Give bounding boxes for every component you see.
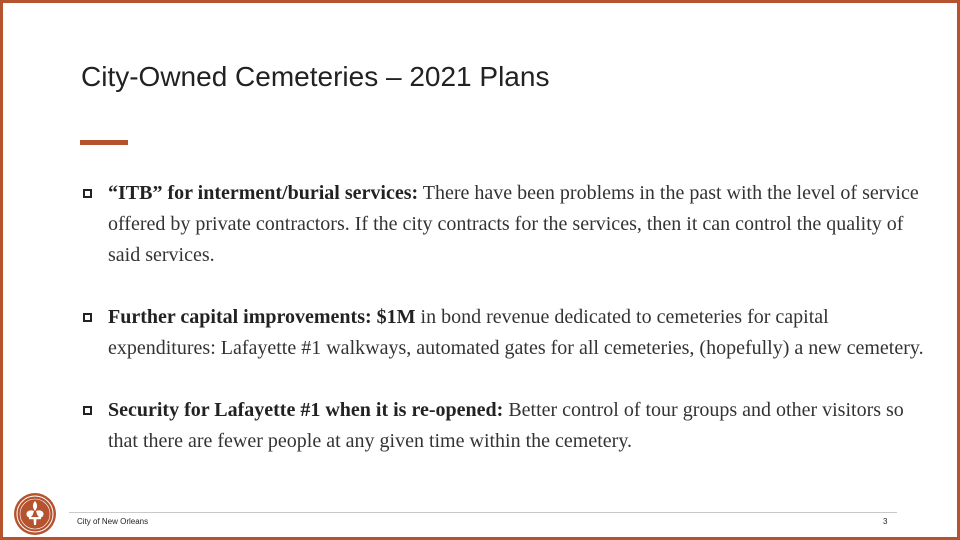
bullet-item <box>83 302 933 364</box>
bullet-lead: “ITB” for interment/burial services: <box>108 182 419 204</box>
bullet-text: There have been problems in the past with the level of service offered by private contractors. If the city contracts for the services, then it can control the quality of said services. <box>108 182 919 266</box>
square-bullet-icon <box>83 189 92 198</box>
bullet-lead: Security for Lafayette #1 when it is re-opened: <box>108 399 504 421</box>
bullet-lead: Further capital improvements: $1M <box>108 306 416 328</box>
footer-org-name: City of New Orleans <box>77 517 149 526</box>
square-bullet-icon <box>83 313 92 322</box>
slide-title: City-Owned Cemeteries – 2021 Plans <box>81 61 550 92</box>
bullet-list <box>83 178 933 457</box>
title-accent-bar <box>80 140 128 145</box>
bullet-text: Better control of tour groups and other visitors so that there are fewer people at any given time within the cemetery. <box>108 399 904 452</box>
bullet-item <box>83 178 933 271</box>
fleur-de-lis-seal-icon <box>13 492 57 536</box>
bullet-item <box>83 395 933 457</box>
slide-number: 3 <box>883 517 888 526</box>
footer-divider <box>69 512 897 513</box>
bullet-text: in bond revenue dedicated to cemeteries for capital expenditures: Lafayette #1 walkways, automated gates for all cemeteries, (hopefully) a new cemetery. <box>108 306 924 359</box>
square-bullet-icon <box>83 406 92 415</box>
